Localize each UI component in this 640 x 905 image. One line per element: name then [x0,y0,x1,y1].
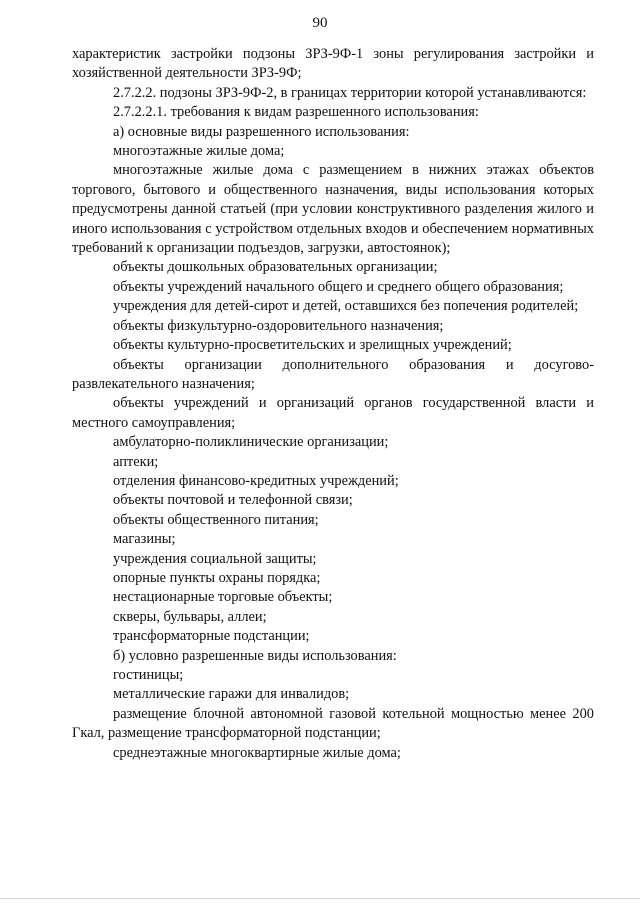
paragraph: металлические гаражи для инвалидов; [113,686,350,703]
document-body [72,45,594,763]
paragraph: гостиницы; [113,667,184,683]
paragraph: опорные пункты охраны порядка; [113,569,321,586]
paragraph: объекты организации дополнительного образования и досугово-развлекательного назначения; [72,356,594,392]
paragraph: объекты учреждений и организаций органов государственной власти и местного самоуправления; [72,395,594,431]
paragraph: нестационарные торговые объекты; [113,589,333,606]
paragraph: учреждения социальной защиты; [113,550,317,567]
paragraph: характеристик застройки подзоны ЗРЗ-9Ф-1 зоны регулирования застройки и хозяйственной деятельности ЗРЗ-9Ф; [72,46,594,82]
paragraph: 2.7.2.2. подзоны ЗРЗ-9Ф-2, в границах территории которой устанавливаются: [113,84,587,101]
paragraph: объекты культурно-просветительских и зрелищных учреждений; [113,337,512,354]
paragraph: многоэтажные жилые дома с размещением в нижних этажах объектов торгового, бытового и общественного назначения, виды использования которых предусмотрены данной статьей (при условии конструктивного разделения жилого и иного использования с устройством отдельных входов и обеспечением нормативных требований к организации подъездов, загрузки, автостоянок); [72,162,594,257]
paragraph: объекты учреждений начального общего и среднего общего образования; [113,278,564,295]
paragraph: а) основные виды разрешенного использования: [113,123,410,140]
paragraph: размещение блочной автономной газовой котельной мощностью менее 200 Гкал, размещение трансформаторной подстанции; [72,705,594,742]
paragraph: объекты дошкольных образовательных организации; [113,259,438,276]
paragraph: объекты почтовой и телефонной связи; [113,492,353,509]
paragraph: отделения финансово-кредитных учреждений; [113,472,399,489]
paragraph: учреждения для детей-сирот и детей, оставшихся без попечения родителей; [113,298,579,315]
paragraph: многоэтажные жилые дома; [113,143,285,160]
paragraph: аптеки; [113,453,159,470]
paragraph: трансформаторные подстанции; [113,628,310,645]
paragraph: магазины; [113,531,176,548]
scan-edge-divider [0,898,640,899]
paragraph: б) условно разрешенные виды использования: [113,647,397,664]
paragraph: объекты физкультурно-оздоровительного назначения; [113,317,444,334]
paragraph: 2.7.2.2.1. требования к видам разрешенного использования: [113,104,479,121]
paragraph: среднеэтажные многоквартирные жилые дома; [113,744,401,761]
paragraph: амбулаторно-поликлинические организации; [113,434,389,451]
paragraph: скверы, бульвары, аллеи; [113,608,267,625]
page-number: 90 [312,15,328,31]
paragraph: объекты общественного питания; [113,511,319,528]
